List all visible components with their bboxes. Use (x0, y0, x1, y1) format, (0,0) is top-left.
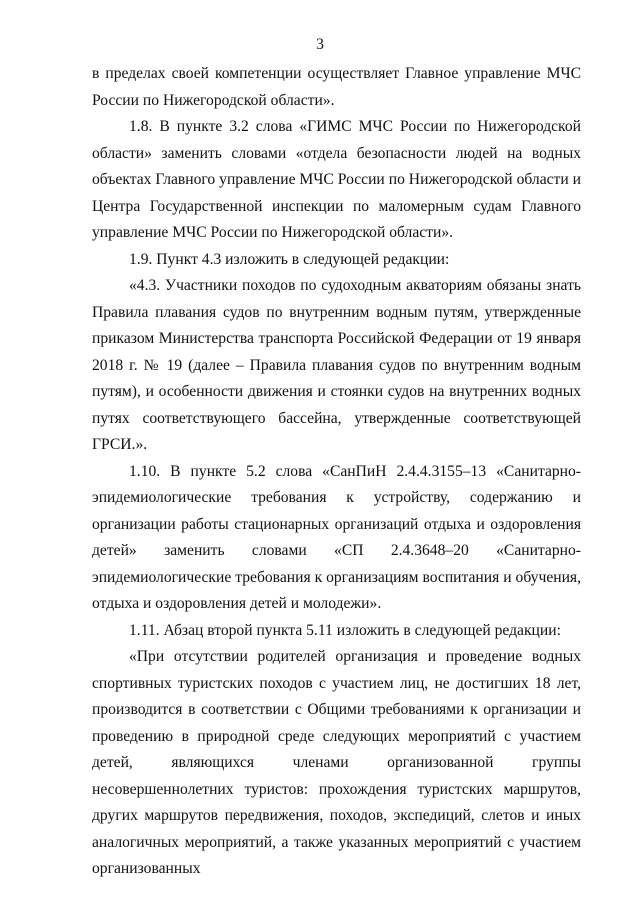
page-number: 3 (316, 36, 324, 53)
paragraph-5-11-quote: «При отсутствии родителей организация и проведение водных спортивных туристских походов с участием лиц, не достигших 18 лет, производится в соответствии с Общими требованиями к организации и проведению в природной среде следующих мероприятий с участием детей, являющихся членами организованной группы несовершеннолетних туристов: прохождения туристских маршрутов, других маршрутов передвижения, походов, экспедиций, слетов и иных аналогичных мероприятий, а также указанных мероприятий с участием организованных (92, 648, 581, 877)
paragraph-1-10: 1.10. В пункте 5.2 слова «СанПиН 2.4.4.3155–13 «Санитарно-эпидемиологические требования к устройству, содержанию и организации работы стационарных организаций отдыха и оздоровления детей» заменить словами «СП 2.4.3648–20 «Санитарно-эпидемиологические требования к организациям воспитания и обучения, отдыха и оздоровления детей и молодежи». (92, 462, 581, 612)
paragraph-1-8: 1.8. В пункте 3.2 слова «ГИМС МЧС России по Нижегородской области» заменить словами «отдела безопасности людей на водных объектах Главного управление МЧС России по Нижегородской области и Центра Государственной инспекции по маломерным судам Главного управление МЧС России по Нижегородской области». (92, 118, 581, 241)
paragraph-1-9: 1.9. Пункт 4.3 изложить в следующей редакции: (129, 250, 450, 268)
body-text (92, 61, 581, 883)
paragraph-4-3-quote: «4.3. Участники походов по судоходным акваториям обязаны знать Правила плавания судов по внутренним водным путям, утвержденные приказом Министерства транспорта Российской Федерации от 19 января 2018 г. № 19 (далее – Правила плавания судов по внутренним водным путям), и особенности движения и стоянки судов на внутренних водных путях соответствующего бассейна, утвержденные соответствующей ГРСИ.». (92, 277, 581, 453)
paragraph-1-11: 1.11. Абзац второй пункта 5.11 изложить в следующей редакции: (129, 621, 561, 639)
paragraph-continuation: в пределах своей компетенции осуществляет Главное управление МЧС России по Нижегородской области». (92, 65, 581, 109)
